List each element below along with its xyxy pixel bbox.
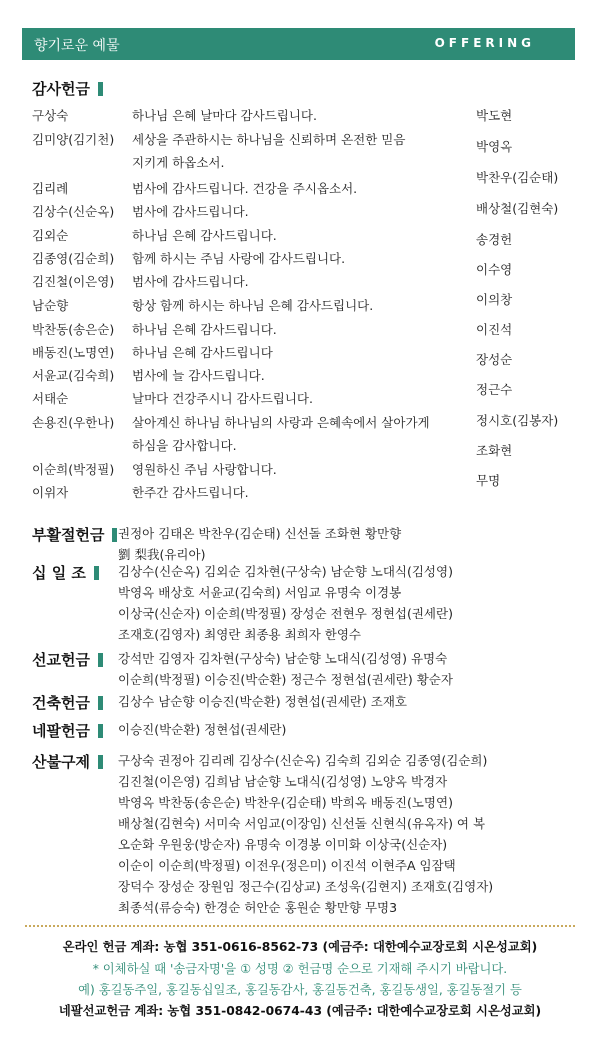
thanks-message: 범사에 감사드립니다. bbox=[132, 274, 249, 289]
offering-line: 김상수(신순옥) 김외순 김차현(구상숙) 남순향 노대식(김성영) bbox=[118, 564, 453, 579]
thanks-name: 손용진(우한나) bbox=[32, 415, 115, 430]
nepal-account: 네팔선교헌금 계좌: 농협 351-0842-0674-43 (예금주: 대한예수교장로회 시온성교회) bbox=[58, 1004, 542, 1018]
right-name: 정시호(김봉자) bbox=[476, 413, 559, 428]
title-bar-icon bbox=[98, 724, 103, 738]
offering-line: 박영옥 배상호 서윤교(김숙희) 서임교 유명숙 이경봉 bbox=[118, 585, 402, 600]
right-name: 조화현 bbox=[476, 443, 513, 458]
thanks-message: 범사에 늘 감사드립니다. bbox=[132, 368, 265, 383]
offering-label-text: 건축헌금 bbox=[32, 694, 90, 712]
offering-line: 강석만 김영자 김차현(구상숙) 남순향 노대식(김성영) 유명숙 bbox=[118, 651, 448, 666]
right-name: 이수영 bbox=[476, 262, 513, 277]
title-bar-icon bbox=[98, 696, 103, 710]
right-name: 장성순 bbox=[476, 352, 513, 367]
thanks-name: 남순향 bbox=[32, 298, 69, 313]
offering-line: 오순화 우원웅(방순자) 유명숙 이경봉 이미화 이상국(신순자) bbox=[118, 837, 448, 852]
offering-label bbox=[32, 720, 103, 741]
thanks-message: 한주간 감사드립니다. bbox=[132, 485, 249, 500]
offering-line: 권정아 김태온 박찬우(김순태) 신선돌 조화현 황만향 bbox=[118, 526, 402, 541]
offering-label bbox=[32, 751, 103, 772]
offering-line: 조재호(김영자) 최영란 최종용 최희자 한영수 bbox=[118, 627, 361, 642]
right-name: 배상철(김현숙) bbox=[476, 201, 559, 216]
offering-line: 장덕수 장성순 장원임 정근수(김상교) 조성욱(김현지) 조재호(김영자) bbox=[118, 879, 494, 894]
thanks-message: 영원하신 주님 사랑합니다. bbox=[132, 462, 277, 477]
offering-label-text: 네팔헌금 bbox=[32, 722, 90, 740]
offering-label-text: 선교헌금 bbox=[32, 651, 90, 669]
header-title: 향기로운 예물 bbox=[34, 38, 120, 54]
offering-label bbox=[32, 692, 103, 713]
offering-line: 박영옥 박찬동(송은순) 박찬우(김순태) 박희옥 배동진(노명연) bbox=[118, 795, 453, 810]
thanks-name: 이위자 bbox=[32, 485, 69, 500]
thanks-message: 살아계신 하나님 하나님의 사랑과 은혜속에서 살아가게 bbox=[132, 415, 430, 430]
offering-label-text: 부활절헌금 bbox=[32, 526, 105, 544]
section-header bbox=[22, 28, 575, 60]
thanks-message: 항상 함께 하시는 하나님 은혜 감사드립니다. bbox=[132, 298, 374, 313]
offering-line: 이순이 이순희(박정필) 이전우(정은미) 이진석 이현주A 임잠택 bbox=[118, 858, 456, 873]
thanks-title-text: 감사헌금 bbox=[32, 80, 90, 98]
right-name: 박찬우(김순태) bbox=[476, 170, 559, 185]
thanks-message-cont: 지키게 하옵소서. bbox=[132, 155, 225, 170]
offering-label bbox=[32, 524, 117, 545]
thanks-name: 김미양(김기천) bbox=[32, 132, 115, 147]
offering-line: 김상수 남순향 이승진(박순환) 정현섭(권세란) 조재호 bbox=[118, 694, 407, 709]
offering-label-text: 십 일 조 bbox=[32, 564, 86, 582]
offering-line: 배상철(김현숙) 서미숙 서임교(이장임) 신선돌 신현식(유옥자) 여 복 bbox=[118, 816, 486, 831]
thanks-message: 세상을 주관하시는 하나님을 신뢰하며 온전한 믿음 bbox=[132, 132, 406, 147]
thanks-message: 하나님 은혜 감사드립니다. bbox=[132, 228, 277, 243]
right-name: 박도현 bbox=[476, 108, 513, 123]
title-bar-icon bbox=[112, 528, 117, 542]
offering-label bbox=[32, 649, 103, 670]
right-name: 무명 bbox=[476, 473, 501, 488]
right-name: 정근수 bbox=[476, 382, 513, 397]
thanks-title bbox=[32, 78, 103, 99]
online-account: 온라인 헌금 계좌: 농협 351-0616-8562-73 (예금주: 대한예수교장로회 시온성교회) bbox=[62, 940, 538, 954]
thanks-name: 김상수(신순옥) bbox=[32, 204, 115, 219]
transfer-example: 예) 홍길동주일, 홍길동십일조, 홍길동감사, 홍길동건축, 홍길동생일, 홍길동절기 등 bbox=[78, 983, 522, 997]
footer-divider bbox=[25, 925, 575, 927]
thanks-message-cont: 하심을 감사합니다. bbox=[132, 438, 237, 453]
thanks-message: 하나님 은혜 감사드립니다 bbox=[132, 345, 273, 360]
thanks-name: 서윤교(김숙희) bbox=[32, 368, 115, 383]
header-label: OFFERING bbox=[434, 36, 535, 50]
offering-line: 김진철(이은영) 김희남 남순향 노대식(김성영) 노양옥 박경자 bbox=[118, 774, 448, 789]
thanks-name: 박찬동(송은순) bbox=[32, 322, 115, 337]
transfer-note: * 이체하실 때 '송금자명'을 ① 성명 ② 헌금명 순으로 기재해 주시기 바랍니다. bbox=[92, 962, 508, 976]
offering-line: 이순희(박정필) 이승진(박순환) 정근수 정현섭(권세란) 황순자 bbox=[118, 672, 453, 687]
thanks-message: 함께 하시는 주님 사랑에 감사드립니다. bbox=[132, 251, 346, 266]
thanks-message: 범사에 감사드립니다. 건강을 주시옵소서. bbox=[132, 181, 358, 196]
title-bar-icon bbox=[98, 755, 103, 769]
title-bar-icon bbox=[98, 82, 103, 96]
thanks-message: 범사에 감사드립니다. bbox=[132, 204, 249, 219]
offering-line: 구상숙 권정아 김리례 김상수(신순옥) 김숙희 김외순 김종영(김순희) bbox=[118, 753, 488, 768]
offering-line: 이승진(박순환) 정현섭(권세란) bbox=[118, 722, 287, 737]
thanks-name: 김종영(김순희) bbox=[32, 251, 115, 266]
thanks-message: 하나님 은혜 날마다 감사드립니다. bbox=[132, 108, 317, 123]
right-name: 송경헌 bbox=[476, 232, 513, 247]
offering-line: 劉 梨我(유리아) bbox=[118, 547, 206, 562]
title-bar-icon bbox=[94, 566, 99, 580]
thanks-name: 이순희(박정필) bbox=[32, 462, 115, 477]
title-bar-icon bbox=[98, 653, 103, 667]
right-name: 이의창 bbox=[476, 292, 513, 307]
thanks-message: 하나님 은혜 감사드립니다. bbox=[132, 322, 277, 337]
offering-line: 이상국(신순자) 이순희(박정필) 장성순 전현우 정현섭(권세란) bbox=[118, 606, 453, 621]
thanks-name: 김리례 bbox=[32, 181, 69, 196]
thanks-message: 날마다 건강주시니 감사드립니다. bbox=[132, 391, 313, 406]
thanks-name: 김진철(이은영) bbox=[32, 274, 115, 289]
thanks-name: 구상숙 bbox=[32, 108, 69, 123]
thanks-name: 김외순 bbox=[32, 228, 69, 243]
offering-line: 최종석(류승숙) 한경순 허안순 홍원순 황만향 무명3 bbox=[118, 900, 398, 915]
right-name: 박영옥 bbox=[476, 139, 513, 154]
right-name: 이진석 bbox=[476, 322, 513, 337]
offering-label-text: 산불구제 bbox=[32, 753, 90, 771]
offering-label bbox=[32, 562, 99, 583]
thanks-name: 배동진(노명연) bbox=[32, 345, 115, 360]
thanks-name: 서태순 bbox=[32, 391, 69, 406]
